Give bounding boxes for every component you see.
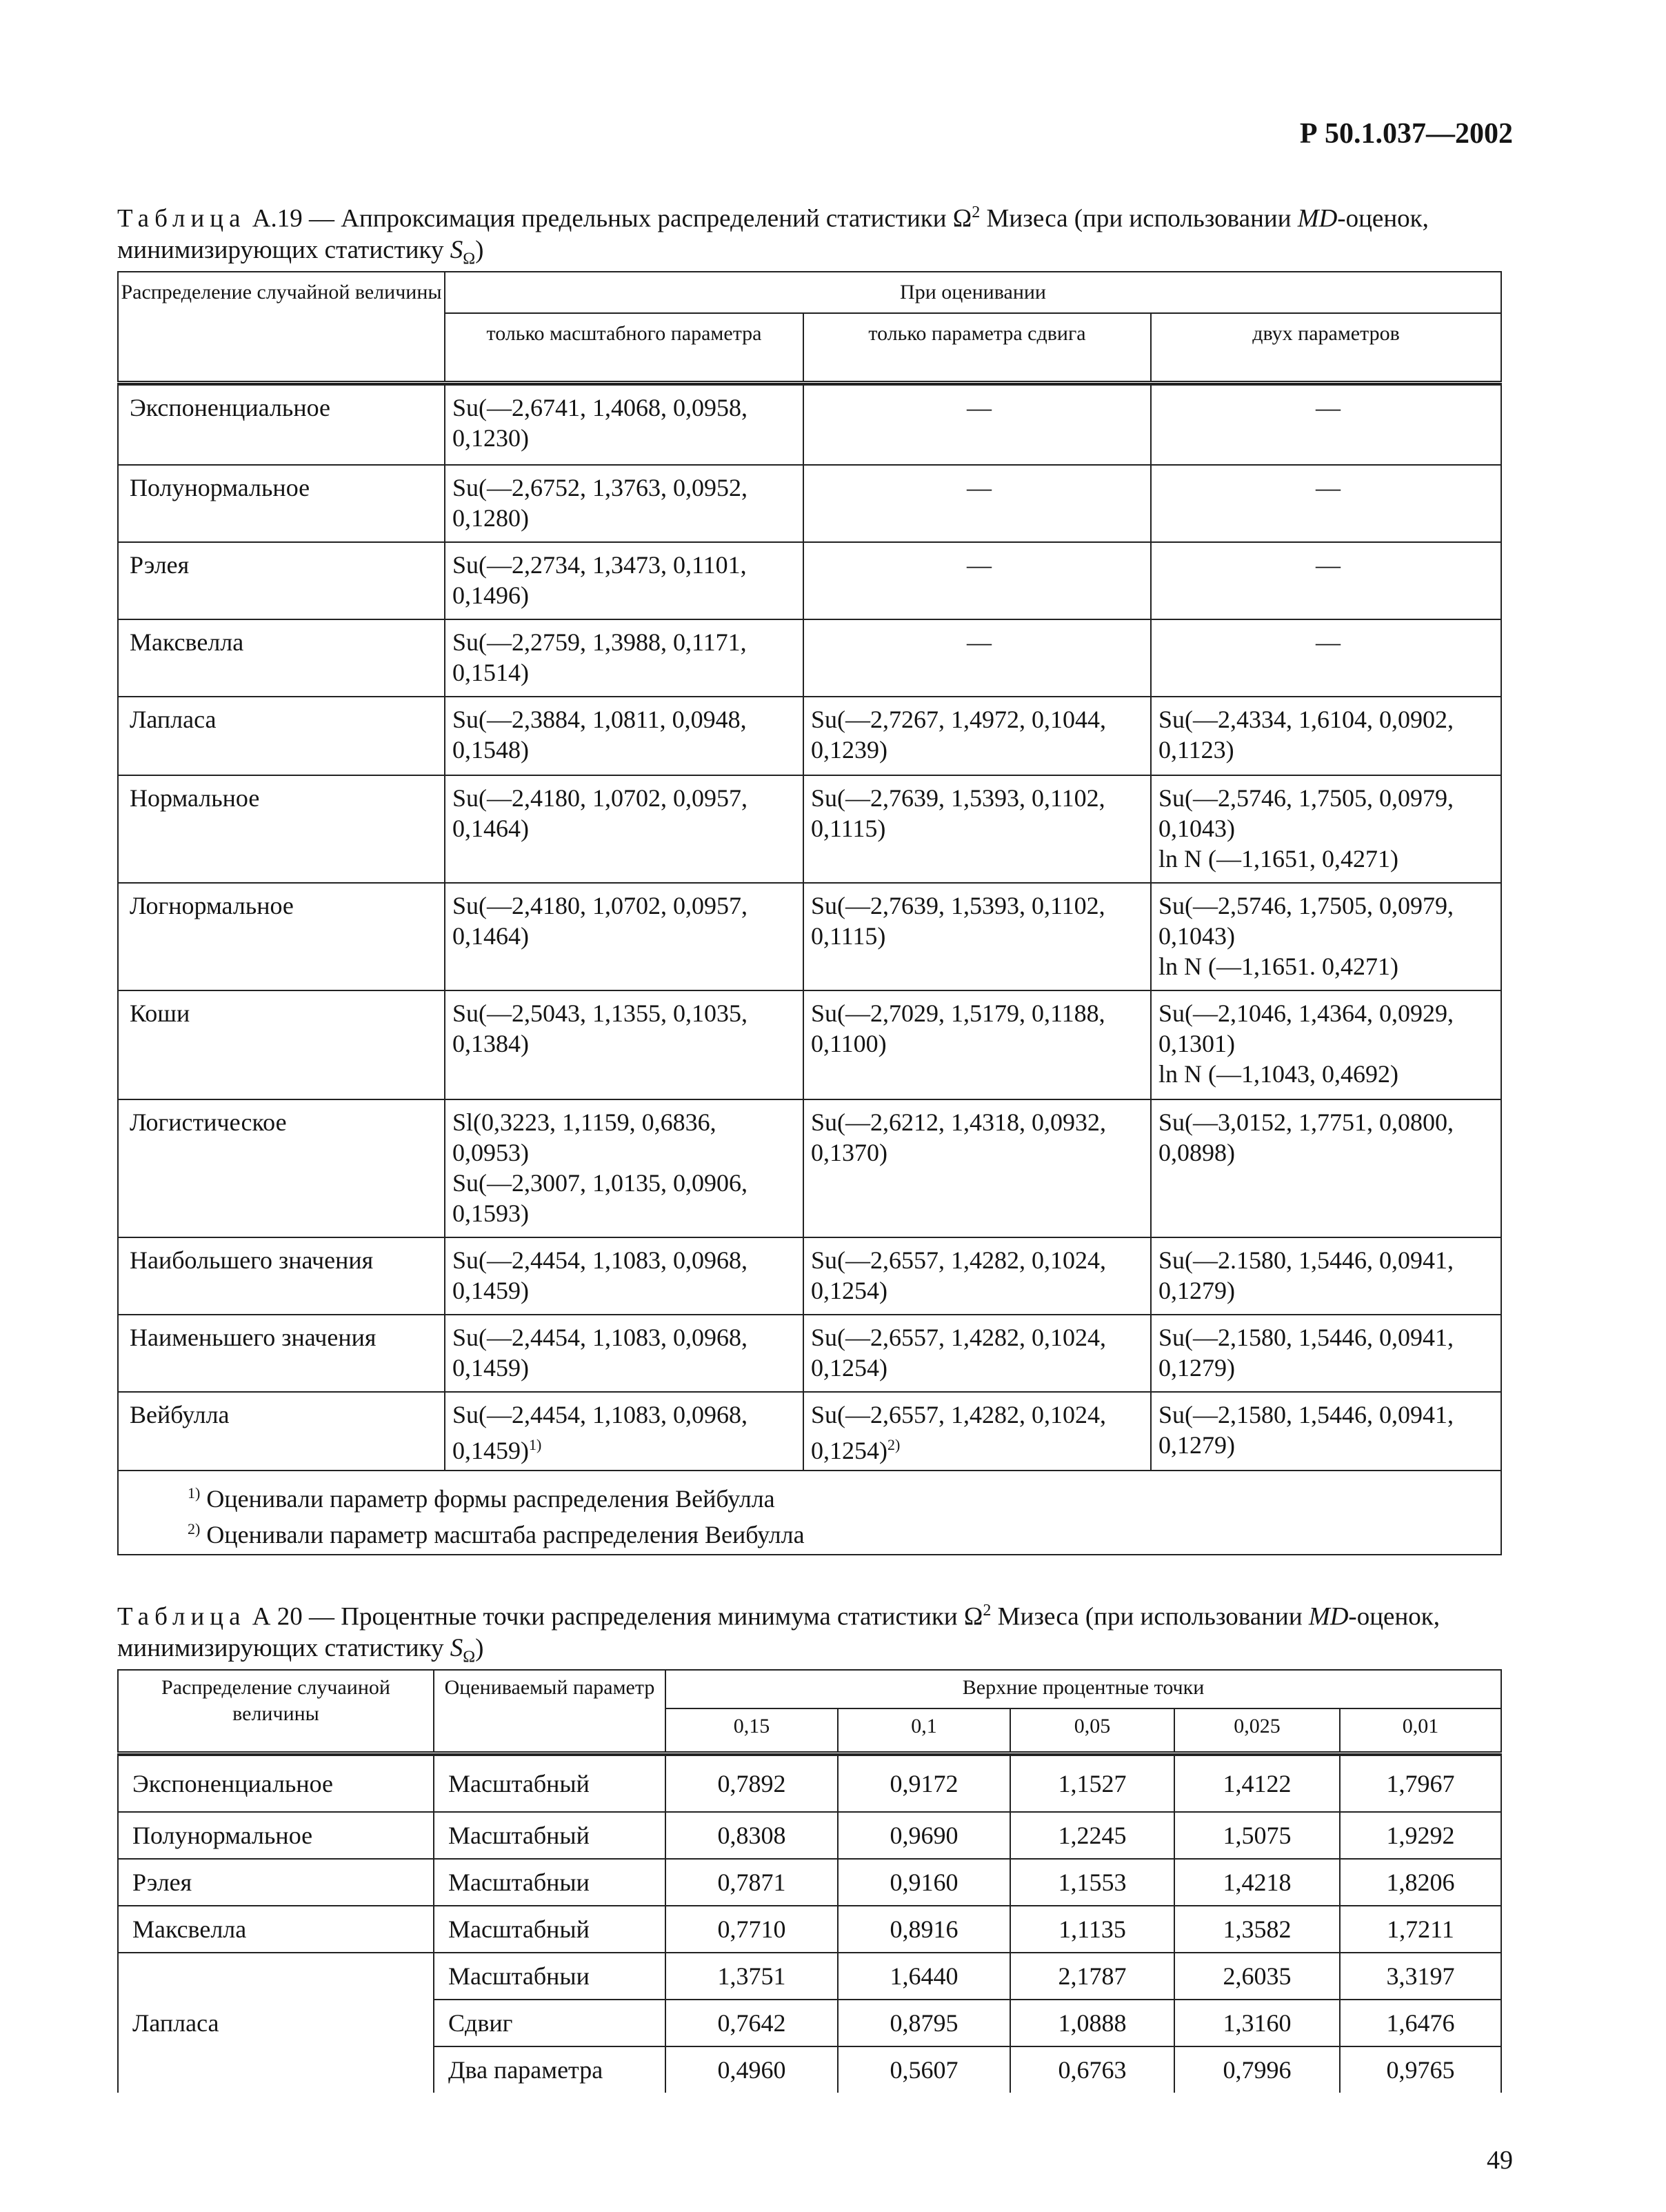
two-params-value: Su(—2,1046, 1,4364, 0,0929, 0,1301)	[1158, 999, 1454, 1057]
two-params-value: —	[1151, 542, 1501, 619]
distribution-name: Логистическое	[118, 1099, 445, 1237]
parameter-name: Два параметра	[434, 2046, 665, 2093]
value-cell: 1,9292	[1340, 1812, 1501, 1859]
distribution-name: Экспоненциальное	[118, 385, 445, 465]
distribution-name: Лапласа	[118, 1953, 434, 2093]
distribution-name: Полунормальное	[118, 465, 445, 542]
scale-value: Su(—2,4454, 1,1083, 0,0968, 0,1459)	[445, 1315, 803, 1392]
two-params-cell	[1151, 990, 1501, 1099]
distribution-name: Рэлея	[118, 542, 445, 619]
value-cell: 1,3751	[665, 1953, 838, 2000]
two-params-value: Su(—2,4334, 1,6104, 0,0902, 0,1123)	[1151, 697, 1501, 775]
scale-cell	[445, 1099, 803, 1237]
table20-caption-prefix: Таблица	[117, 1602, 246, 1631]
two-params-value: —	[1151, 465, 1501, 542]
value-cell: 0,7871	[665, 1859, 838, 1906]
value-cell: 1,6440	[838, 1953, 1010, 2000]
distribution-name: Максвелла	[118, 1906, 434, 1953]
two-params-value: —	[1151, 385, 1501, 465]
col-header-percent-points: Верхние процентные точки	[665, 1670, 1501, 1708]
value-cell: 0,9765	[1340, 2046, 1501, 2093]
scale-extra: Su(—2,3007, 1,0135, 0,0906, 0,1593)	[452, 1168, 748, 1227]
value-cell: 1,0888	[1010, 2000, 1174, 2046]
scale-value: Sl(0,3223, 1,1159, 0,6836, 0,0953)	[452, 1108, 716, 1166]
distribution-name: Логнормальное	[118, 883, 445, 990]
table20-caption-text3: -оценок, минимизирующих статистику	[117, 1602, 1440, 1663]
value-cell: 1,1135	[1010, 1906, 1174, 1953]
table-row	[118, 1859, 1501, 1906]
table20-caption-end: )	[475, 1634, 484, 1663]
col-header-estimation: При оценивании	[445, 272, 1501, 313]
distribution-name: Вейбулла	[118, 1392, 445, 1471]
table-row	[118, 990, 1501, 1099]
distribution-name: Рэлея	[118, 1859, 434, 1906]
value-cell: 0,8795	[838, 2000, 1010, 2046]
table19-caption-number: А.19	[252, 204, 303, 233]
table20-caption-text: — Процентные точки распределения минимума статистики Ω	[302, 1602, 983, 1631]
note-2	[188, 1514, 1501, 1550]
shift-value: Su(—2,6557, 1,4282, 0,1024, 0,1254)	[803, 1237, 1151, 1315]
distribution-name: Экспоненциальное	[118, 1755, 434, 1812]
shift-value: Su(—2,7267, 1,4972, 0,1044, 0,1239)	[803, 697, 1151, 775]
table-notes	[118, 1471, 1501, 1555]
scale-value: Su(—2,6752, 1,3763, 0,0952, 0,1280)	[445, 465, 803, 542]
parameter-name: Масштабный	[434, 1812, 665, 1859]
value-cell: 0,5607	[838, 2046, 1010, 2093]
col-header-level: 0,1	[838, 1708, 1010, 1753]
table-a19	[117, 271, 1502, 1555]
value-cell: 0,7996	[1174, 2046, 1340, 2093]
table-row	[118, 1755, 1501, 1812]
table20-caption-sub: Ω	[463, 1648, 476, 1666]
value-cell: 0,7710	[665, 1906, 838, 1953]
col-header-level: 0,15	[665, 1708, 838, 1753]
page-number: 49	[1487, 2146, 1513, 2175]
table20-caption-sup: 2	[983, 1602, 992, 1620]
value-cell: 1,7211	[1340, 1906, 1501, 1953]
table20-caption-s: S	[450, 1634, 463, 1663]
table-row	[118, 1237, 1501, 1315]
distribution-name: Наименьшего значения	[118, 1315, 445, 1392]
value-cell: 0,6763	[1010, 2046, 1174, 2093]
value-cell: 0,9172	[838, 1755, 1010, 1812]
scale-value: Su(—2,6741, 1,4068, 0,0958, 0,1230)	[445, 385, 803, 465]
value-cell: 1,7967	[1340, 1755, 1501, 1812]
scale-value: Su(—2,4454, 1,1083, 0,0968, 0,1459)	[452, 1400, 748, 1464]
scale-value: Su(—2,3884, 1,0811, 0,0948, 0,1548)	[445, 697, 803, 775]
distribution-name: Наибольшего значения	[118, 1237, 445, 1315]
table-row	[118, 1099, 1501, 1237]
two-params-value: Su(—2,5746, 1,7505, 0,0979, 0,1043)	[1158, 784, 1454, 842]
shift-value: —	[803, 619, 1151, 697]
scale-value: Su(—2,4454, 1,1083, 0,0968, 0,1459)	[445, 1237, 803, 1315]
two-params-extra: ln N (—1,1043, 0,4692)	[1158, 1059, 1398, 1088]
note-mark: 1)	[188, 1484, 201, 1502]
col-header-distribution: Распределение случайной величины	[118, 272, 445, 382]
shift-value: Su(—2,6557, 1,4282, 0,1024, 0,1254)	[803, 1315, 1151, 1392]
footnote-mark: 1)	[529, 1435, 542, 1453]
table-row	[118, 385, 1501, 465]
table19-caption-text: — Аппроксимация предельных распределений статистики Ω	[302, 204, 972, 233]
table19-caption-sup: 2	[972, 203, 981, 221]
col-header-level: 0,01	[1340, 1708, 1501, 1753]
shift-value: —	[803, 542, 1151, 619]
value-cell: 0,4960	[665, 2046, 838, 2093]
col-header-scale-only: только масштабного параметра	[445, 313, 803, 382]
col-header-parameter: Оцениваемый параметр	[434, 1670, 665, 1753]
col-header-shift-only: только параметра сдвига	[803, 313, 1151, 382]
table20-caption-text2: Мизеса (при использовании	[991, 1602, 1309, 1631]
value-cell: 1,6476	[1340, 2000, 1501, 2046]
table-row	[118, 542, 1501, 619]
table-row	[118, 1392, 1501, 1471]
table-row	[118, 1315, 1501, 1392]
col-header-distribution: Распределение случаиной величины	[118, 1670, 434, 1753]
table20-caption-number: А 20	[252, 1602, 303, 1631]
scale-value: Su(—2,5043, 1,1355, 0,1035, 0,1384)	[445, 990, 803, 1099]
two-params-extra: ln N (—1,1651, 0,4271)	[1158, 844, 1398, 873]
note-text: Оценивали параметр масштаба распределения Веибулла	[200, 1520, 805, 1548]
table19-caption-sub: Ω	[463, 250, 476, 268]
scale-cell	[445, 1392, 803, 1471]
value-cell: 3,3197	[1340, 1953, 1501, 2000]
two-params-cell	[1151, 775, 1501, 883]
scale-value: Su(—2,4180, 1,0702, 0,0957, 0,1464)	[445, 775, 803, 883]
two-params-cell	[1151, 883, 1501, 990]
note-text: Оценивали параметр формы распределения Вейбулла	[200, 1484, 775, 1513]
two-params-value: Su(—2,1580, 1,5446, 0,0941, 0,1279)	[1151, 1392, 1501, 1471]
value-cell: 1,5075	[1174, 1812, 1340, 1859]
two-params-value: Su(—2,5746, 1,7505, 0,0979, 0,1043)	[1158, 891, 1454, 950]
value-cell: 1,2245	[1010, 1812, 1174, 1859]
value-cell: 2,1787	[1010, 1953, 1174, 2000]
shift-cell	[803, 1392, 1151, 1471]
note-mark: 2)	[188, 1519, 201, 1537]
shift-value: —	[803, 465, 1151, 542]
table-row	[118, 775, 1501, 883]
shift-value: Su(—2,6212, 1,4318, 0,0932, 0,1370)	[803, 1099, 1151, 1237]
value-cell: 0,7892	[665, 1755, 838, 1812]
col-header-level: 0,025	[1174, 1708, 1340, 1753]
parameter-name: Сдвиг	[434, 2000, 665, 2046]
value-cell: 1,1527	[1010, 1755, 1174, 1812]
table-row	[118, 465, 1501, 542]
note-1	[188, 1478, 1501, 1514]
distribution-name: Полунормальное	[118, 1812, 434, 1859]
scale-value: Su(—2,4180, 1,0702, 0,0957, 0,1464)	[445, 883, 803, 990]
footnote-mark: 2)	[887, 1435, 901, 1453]
table-row	[118, 1906, 1501, 1953]
distribution-name: Максвелла	[118, 619, 445, 697]
value-cell: 0,8308	[665, 1812, 838, 1859]
value-cell: 0,9160	[838, 1859, 1010, 1906]
distribution-name: Нормальное	[118, 775, 445, 883]
table19-caption-end: )	[475, 236, 484, 265]
value-cell: 1,3582	[1174, 1906, 1340, 1953]
value-cell: 2,6035	[1174, 1953, 1340, 2000]
shift-value: Su(—2,7639, 1,5393, 0,1102, 0,1115)	[803, 883, 1151, 990]
table19-caption-text2: Мизеса (при использовании	[980, 204, 1298, 233]
table-row	[118, 883, 1501, 990]
document-code: Р 50.1.037—2002	[1299, 118, 1513, 150]
table20-caption-md: MD	[1308, 1602, 1349, 1631]
table-row	[118, 619, 1501, 697]
two-params-value: Su(—3,0152, 1,7751, 0,0800, 0,0898)	[1151, 1099, 1501, 1237]
value-cell: 1,4122	[1174, 1755, 1340, 1812]
table19-caption	[117, 197, 1503, 275]
parameter-name: Масштабный	[434, 1755, 665, 1812]
table-row	[118, 1953, 1501, 2000]
two-params-value: Su(—2,1580, 1,5446, 0,0941, 0,1279)	[1151, 1315, 1501, 1392]
value-cell: 0,9690	[838, 1812, 1010, 1859]
table19-caption-s: S	[450, 236, 463, 265]
two-params-extra: ln N (—1,1651. 0,4271)	[1158, 952, 1398, 980]
shift-value: Su(—2,6557, 1,4282, 0,1024, 0,1254)	[811, 1400, 1107, 1464]
col-header-level: 0,05	[1010, 1708, 1174, 1753]
scale-value: Su(—2,2734, 1,3473, 0,1101, 0,1496)	[445, 542, 803, 619]
value-cell: 1,8206	[1340, 1859, 1501, 1906]
value-cell: 1,3160	[1174, 2000, 1340, 2046]
parameter-name: Масштабный	[434, 1906, 665, 1953]
table19-caption-text3: -оценок, минимизирующих статистику	[117, 204, 1429, 265]
shift-value: Su(—2,7639, 1,5393, 0,1102, 0,1115)	[803, 775, 1151, 883]
table-notes-row	[118, 1471, 1501, 1555]
table-a20	[117, 1669, 1502, 2093]
distribution-name: Лапласа	[118, 697, 445, 775]
table19-caption-md: MD	[1297, 204, 1338, 233]
value-cell: 0,7642	[665, 2000, 838, 2046]
two-params-value: Su(—2.1580, 1,5446, 0,0941, 0,1279)	[1151, 1237, 1501, 1315]
value-cell: 1,4218	[1174, 1859, 1340, 1906]
table20-caption	[117, 1595, 1503, 1673]
shift-value: —	[803, 385, 1151, 465]
shift-value: Su(—2,7029, 1,5179, 0,1188, 0,1100)	[803, 990, 1151, 1099]
col-header-two-params: двух параметров	[1151, 313, 1501, 382]
value-cell: 0,8916	[838, 1906, 1010, 1953]
table-row	[118, 697, 1501, 775]
value-cell: 1,1553	[1010, 1859, 1174, 1906]
scale-value: Su(—2,2759, 1,3988, 0,1171, 0,1514)	[445, 619, 803, 697]
parameter-name: Масштабныи	[434, 1953, 665, 2000]
parameter-name: Масштабныи	[434, 1859, 665, 1906]
two-params-value: —	[1151, 619, 1501, 697]
table19-caption-prefix: Таблица	[117, 204, 246, 233]
table-row	[118, 1812, 1501, 1859]
distribution-name: Коши	[118, 990, 445, 1099]
